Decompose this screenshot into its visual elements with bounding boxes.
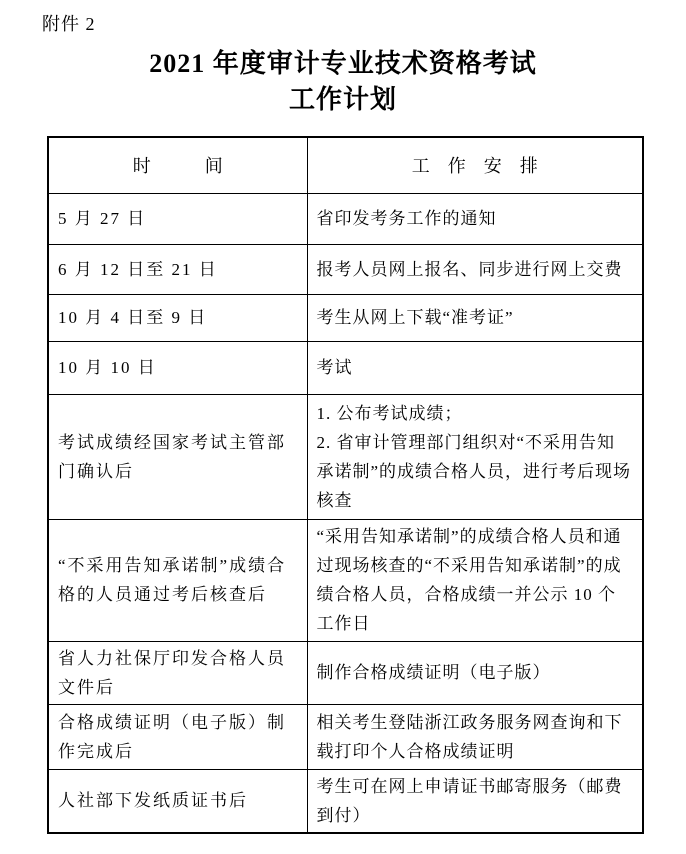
task-cell: [307, 769, 643, 833]
task-cell: [307, 193, 643, 244]
table-header-task: 工 作 安 排: [307, 137, 643, 193]
task-paragraph: 2. 省审计管理部门组织对“不采用告知承诺制”的成绩合格人员，进行考后现场核查: [316, 432, 632, 510]
table-row: [48, 519, 643, 641]
table-row: [48, 294, 643, 341]
task-cell: [307, 704, 643, 769]
table-row: [48, 341, 643, 394]
task-paragraph: 考试: [316, 358, 353, 377]
task-cell: [307, 641, 643, 704]
time-cell: 省人力社保厅印发合格人员文件后: [48, 641, 307, 704]
task-cell: [307, 244, 643, 294]
time-cell: “不采用告知承诺制”成绩合格的人员通过考后核查后: [48, 519, 307, 641]
task-cell: [307, 294, 643, 341]
attachment-label: 附件 2: [42, 14, 96, 34]
task-paragraph: 报考人员网上报名、同步进行网上交费: [316, 259, 623, 279]
table-row: [48, 641, 643, 704]
time-cell: 10 月 4 日至 9 日: [48, 294, 307, 341]
doc-title-line2: 工作计划: [288, 85, 397, 114]
table-row: [48, 244, 643, 294]
time-cell: 5 月 27 日: [48, 193, 307, 244]
table-header-time: 时 间: [48, 137, 307, 193]
table-row: [48, 704, 643, 769]
time-cell: 6 月 12 日至 21 日: [48, 244, 307, 294]
time-cell: 10 月 10 日: [48, 341, 307, 394]
table-row: [48, 193, 643, 244]
table-row: [48, 769, 643, 833]
schedule-table: [47, 136, 644, 834]
task-paragraph: 考生可在网上申请证书邮寄服务（邮费到付）: [316, 776, 623, 825]
task-cell: [307, 341, 643, 394]
table-row: [48, 394, 643, 519]
task-paragraph: 相关考生登陆浙江政务服务网查询和下载打印个人合格成绩证明: [316, 712, 623, 761]
table-header-row: [48, 137, 643, 193]
time-cell: 合格成绩证明（电子版）制作完成后: [48, 704, 307, 769]
task-paragraph: 制作合格成绩证明（电子版）: [316, 663, 551, 682]
doc-title: [0, 46, 686, 118]
task-cell: [307, 519, 643, 641]
task-paragraph: 省印发考务工作的通知: [316, 209, 497, 228]
task-paragraph: “采用告知承诺制”的成绩合格人员和通过现场核查的“不采用告知承诺制”的成绩合格人员，合格成绩一并公示 10 个工作日: [316, 527, 622, 633]
time-cell: 人社部下发纸质证书后: [48, 769, 307, 833]
task-cell: [307, 394, 643, 519]
time-cell: 考试成绩经国家考试主管部门确认后: [48, 394, 307, 519]
task-paragraph: 考生从网上下载“准考证”: [316, 308, 514, 327]
doc-title-line1: 2021 年度审计专业技术资格考试: [149, 49, 537, 78]
task-paragraph: 1. 公布考试成绩；: [316, 403, 463, 423]
